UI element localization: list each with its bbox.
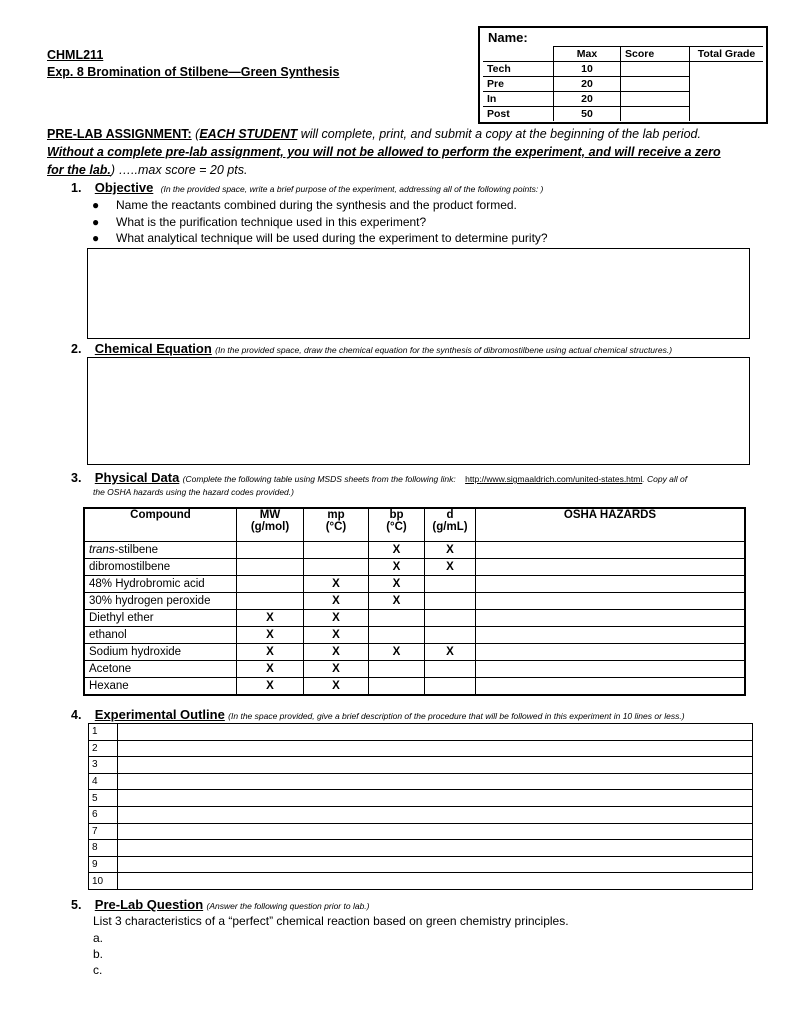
prelab-line-1: PRE-LAB ASSIGNMENT: (EACH STUDENT will complete, print, and submit a copy at the beginning of the lab period. — [47, 127, 701, 141]
prelab-line-3: for the lab.) …..max score = 20 pts. — [47, 163, 248, 177]
outline-line-input[interactable] — [118, 724, 753, 741]
grade-score-cell[interactable] — [621, 92, 690, 107]
cell-d[interactable] — [425, 661, 476, 678]
question-heading: 5. Pre-Lab Question (Answer the following question prior to lab.) — [71, 897, 370, 912]
compound-name: ethanol — [84, 627, 237, 644]
line-number: 3 — [89, 757, 118, 774]
cell-d[interactable] — [425, 576, 476, 593]
grade-score-cell[interactable] — [621, 77, 690, 92]
compound-name: 30% hydrogen peroxide — [84, 593, 237, 610]
experiment-title: Exp. 8 Bromination of Stilbene—Green Synthesis — [47, 65, 340, 79]
cell-mp[interactable] — [304, 559, 369, 576]
cell-mp: X — [304, 576, 369, 593]
grade-row-max: 20 — [554, 77, 621, 92]
answer-item-c[interactable]: c. — [93, 963, 103, 977]
cell-mw[interactable] — [237, 576, 304, 593]
objective-heading: 1. Objective (In the provided space, write a brief purpose of the experiment, addressing all of the following points: ) — [71, 180, 544, 195]
line-number: 2 — [89, 740, 118, 757]
cell-mw[interactable] — [237, 593, 304, 610]
cell-mw[interactable] — [237, 542, 304, 559]
outline-line-input[interactable] — [118, 806, 753, 823]
grade-header-score: Score — [621, 47, 690, 62]
cell-mp: X — [304, 644, 369, 661]
cell-d[interactable] — [425, 627, 476, 644]
outline-line-input[interactable] — [118, 773, 753, 790]
outline-line-input[interactable] — [118, 840, 753, 857]
cell-mw: X — [237, 644, 304, 661]
col-mp: mp (°C) — [304, 508, 369, 542]
name-label: Name: — [488, 30, 528, 45]
cell-osha[interactable] — [476, 661, 746, 678]
outline-row — [89, 823, 753, 840]
cell-mp: X — [304, 661, 369, 678]
grade-header-total: Total Grade — [690, 47, 764, 62]
cell-bp: X — [369, 576, 425, 593]
outline-line-input[interactable] — [118, 740, 753, 757]
table-row — [84, 610, 745, 627]
cell-osha[interactable] — [476, 644, 746, 661]
grade-row-label: Tech — [483, 62, 554, 77]
line-number: 8 — [89, 840, 118, 857]
cell-mw: X — [237, 627, 304, 644]
equation-heading: 2. Chemical Equation (In the provided space, draw the chemical equation for the synthesis of dibromostilbene using actual chemical structures.) — [71, 341, 673, 356]
cell-bp: X — [369, 593, 425, 610]
question-text: List 3 characteristics of a “perfect” chemical reaction based on green chemistry principles. — [93, 914, 569, 928]
outline-row — [89, 840, 753, 857]
table-row — [84, 661, 745, 678]
answer-item-b[interactable]: b. — [93, 947, 104, 961]
compound-name: 48% Hydrobromic acid — [84, 576, 237, 593]
grade-box — [478, 26, 768, 124]
cell-d: X — [425, 542, 476, 559]
cell-bp: X — [369, 559, 425, 576]
outline-row — [89, 773, 753, 790]
cell-d: X — [425, 559, 476, 576]
compound-name: Acetone — [84, 661, 237, 678]
cell-osha[interactable] — [476, 542, 746, 559]
table-row — [84, 678, 745, 696]
cell-osha[interactable] — [476, 678, 746, 696]
line-number: 6 — [89, 806, 118, 823]
prelab-heading: PRE-LAB ASSIGNMENT: — [47, 127, 192, 141]
outline-line-input[interactable] — [118, 823, 753, 840]
grade-row-label: In — [483, 92, 554, 107]
each-student: EACH STUDENT — [199, 127, 298, 141]
compound-name: Hexane — [84, 678, 237, 696]
grade-score-cell[interactable] — [621, 107, 690, 122]
objective-bullets — [92, 197, 548, 247]
cell-bp[interactable] — [369, 610, 425, 627]
outline-row — [89, 724, 753, 741]
cell-d[interactable] — [425, 610, 476, 627]
table-row — [84, 542, 745, 559]
cell-d[interactable] — [425, 678, 476, 696]
outline-line-input[interactable] — [118, 856, 753, 873]
table-row — [84, 576, 745, 593]
cell-mw: X — [237, 661, 304, 678]
outline-table — [88, 723, 753, 890]
table-row — [84, 593, 745, 610]
outline-row — [89, 806, 753, 823]
list-item: ● What is the purification technique used in this experiment? — [92, 214, 427, 229]
grade-row-max: 50 — [554, 107, 621, 122]
cell-mp[interactable] — [304, 542, 369, 559]
table-row — [84, 559, 745, 576]
col-d: d (g/mL) — [425, 508, 476, 542]
outline-row — [89, 873, 753, 890]
outline-row — [89, 740, 753, 757]
answer-item-a[interactable]: a. — [93, 931, 104, 945]
outline-line-input[interactable] — [118, 873, 753, 890]
cell-mw: X — [237, 610, 304, 627]
question-items — [93, 930, 103, 978]
outline-row — [89, 757, 753, 774]
msds-link[interactable]: http://www.sigmaaldrich.com/united-states.html — [465, 474, 643, 484]
grade-header-max: Max — [554, 47, 621, 62]
physical-note-2: the OSHA hazards using the hazard codes provided.) — [93, 487, 294, 497]
total-grade-cell[interactable] — [690, 62, 764, 122]
grade-row-label: Post — [483, 107, 554, 122]
outline-row — [89, 856, 753, 873]
cell-bp[interactable] — [369, 678, 425, 696]
col-osha: OSHA HAZARDS — [476, 508, 746, 542]
cell-d: X — [425, 644, 476, 661]
cell-osha[interactable] — [476, 610, 746, 627]
cell-bp: X — [369, 542, 425, 559]
physical-heading: 3. Physical Data (Complete the following table using MSDS sheets from the following link: http://www.sigmaaldrich.com/united-states.html. Copy all of — [71, 470, 688, 485]
cell-osha[interactable] — [476, 593, 746, 610]
col-compound: Compound — [84, 508, 237, 542]
cell-mp: X — [304, 627, 369, 644]
compound-name: Sodium hydroxide — [84, 644, 237, 661]
cell-osha[interactable] — [476, 559, 746, 576]
grade-row-max: 10 — [554, 62, 621, 77]
cell-osha[interactable] — [476, 627, 746, 644]
outline-row — [89, 790, 753, 807]
col-mw: MW (g/mol) — [237, 508, 304, 542]
cell-mp: X — [304, 593, 369, 610]
list-item: ● Name the reactants combined during the synthesis and the product formed. — [92, 198, 517, 212]
grade-row-max: 20 — [554, 92, 621, 107]
cell-d[interactable] — [425, 593, 476, 610]
outline-line-input[interactable] — [118, 757, 753, 774]
cell-osha[interactable] — [476, 576, 746, 593]
physical-data-table — [83, 507, 746, 696]
course-code: CHML211 — [47, 48, 104, 62]
cell-mp: X — [304, 678, 369, 696]
table-row — [84, 644, 745, 661]
compound-name: dibromostilbene — [84, 559, 237, 576]
line-number: 10 — [89, 873, 118, 890]
list-item: ● What analytical technique will be used during the experiment to determine purity? — [92, 231, 548, 245]
cell-mp: X — [304, 610, 369, 627]
line-number: 1 — [89, 724, 118, 741]
compound-name: trans-stilbene — [84, 542, 237, 559]
line-number: 7 — [89, 823, 118, 840]
cell-mw: X — [237, 678, 304, 696]
grade-table — [483, 46, 763, 121]
outline-line-input[interactable] — [118, 790, 753, 807]
table-row — [84, 627, 745, 644]
cell-bp: X — [369, 644, 425, 661]
cell-bp[interactable] — [369, 661, 425, 678]
line-number: 4 — [89, 773, 118, 790]
cell-bp[interactable] — [369, 627, 425, 644]
prelab-line-2: Without a complete pre-lab assignment, you will not be allowed to perform the experiment, and will receive a zero — [47, 145, 721, 159]
objective-answer-box[interactable] — [87, 248, 750, 339]
line-number: 5 — [89, 790, 118, 807]
line-number: 9 — [89, 856, 118, 873]
outline-heading: 4. Experimental Outline (In the space provided, give a brief description of the procedure that will be followed in this experiment in 10 lines or less.) — [71, 707, 685, 722]
grade-score-cell[interactable] — [621, 62, 690, 77]
grade-row-label: Pre — [483, 77, 554, 92]
cell-mw[interactable] — [237, 559, 304, 576]
col-bp: bp (°C) — [369, 508, 425, 542]
compound-name: Diethyl ether — [84, 610, 237, 627]
equation-answer-box[interactable] — [87, 357, 750, 465]
